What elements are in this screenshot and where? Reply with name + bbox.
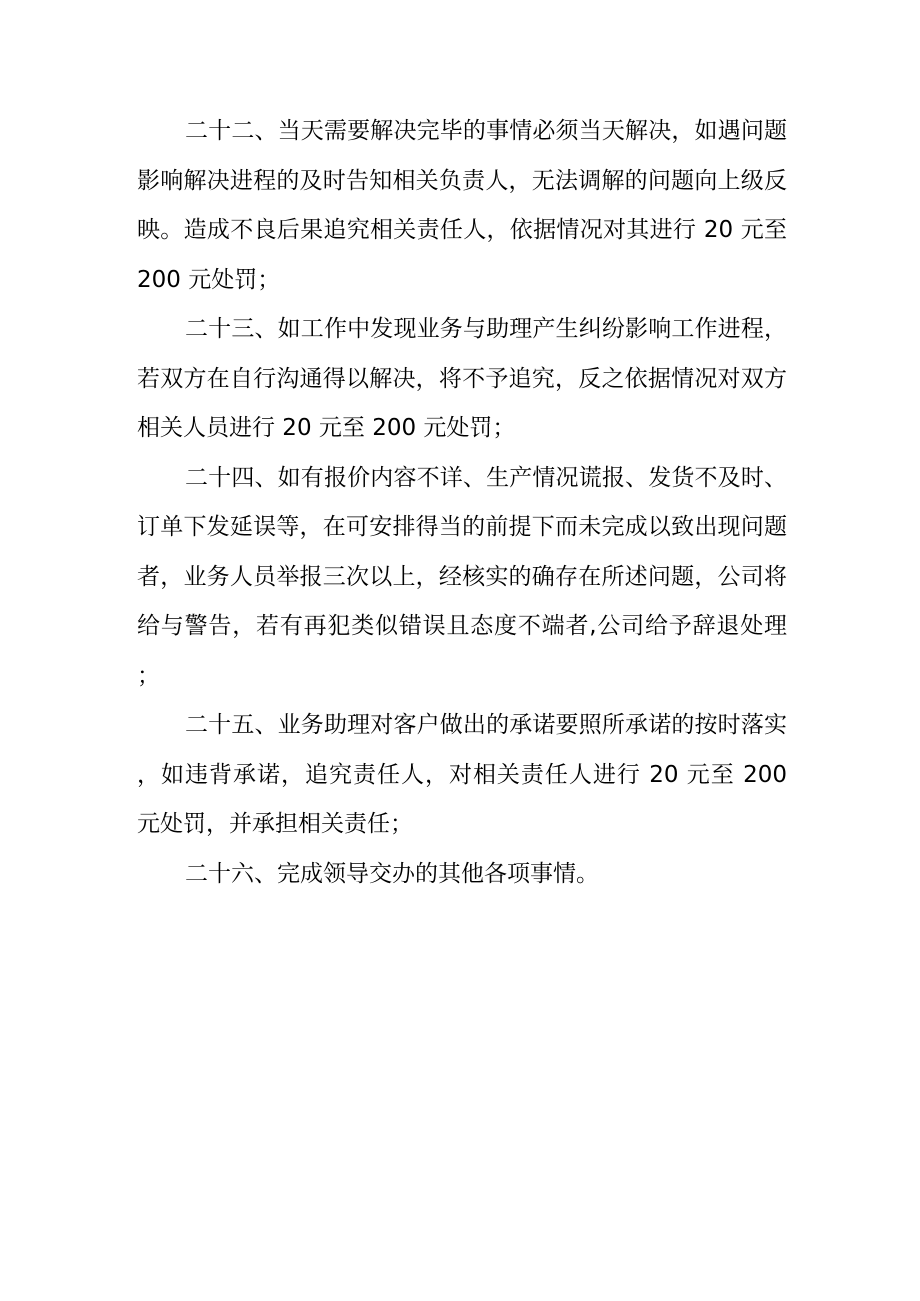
document-body [137, 107, 787, 899]
paragraph-item-25: 二十五、业务助理对客户做出的承诺要照所承诺的按时落实，如违背承诺，追究责任人，对相关责任人进行 20 元至 200 元处罚，并承担相关责任； [137, 712, 787, 837]
paragraph-item-22: 二十二、当天需要解决完毕的事情必须当天解决，如遇问题影响解决进程的及时告知相关负责人，无法调解的问题向上级反映。造成不良后果追究相关责任人，依据情况对其进行 20 元至 200 元处罚； [137, 118, 787, 293]
paragraph-item-26: 二十六、完成领导交办的其他各项事情。 [185, 860, 599, 887]
paragraph-item-23: 二十三、如工作中发现业务与助理产生纠纷影响工作进程，若双方在自行沟通得以解决，将不予追究，反之依据情况对双方相关人员进行 20 元至 200 元处罚； [137, 316, 787, 441]
paragraph-item-24: 二十四、如有报价内容不详、生产情况谎报、发货不及时、订单下发延误等，在可安排得当的前提下而未完成以致出现问题者，业务人员举报三次以上，经核实的确存在所述问题，公司将给与警告，若有再犯类似错误且态度不端者,公司给予辞退处理； [137, 464, 787, 689]
